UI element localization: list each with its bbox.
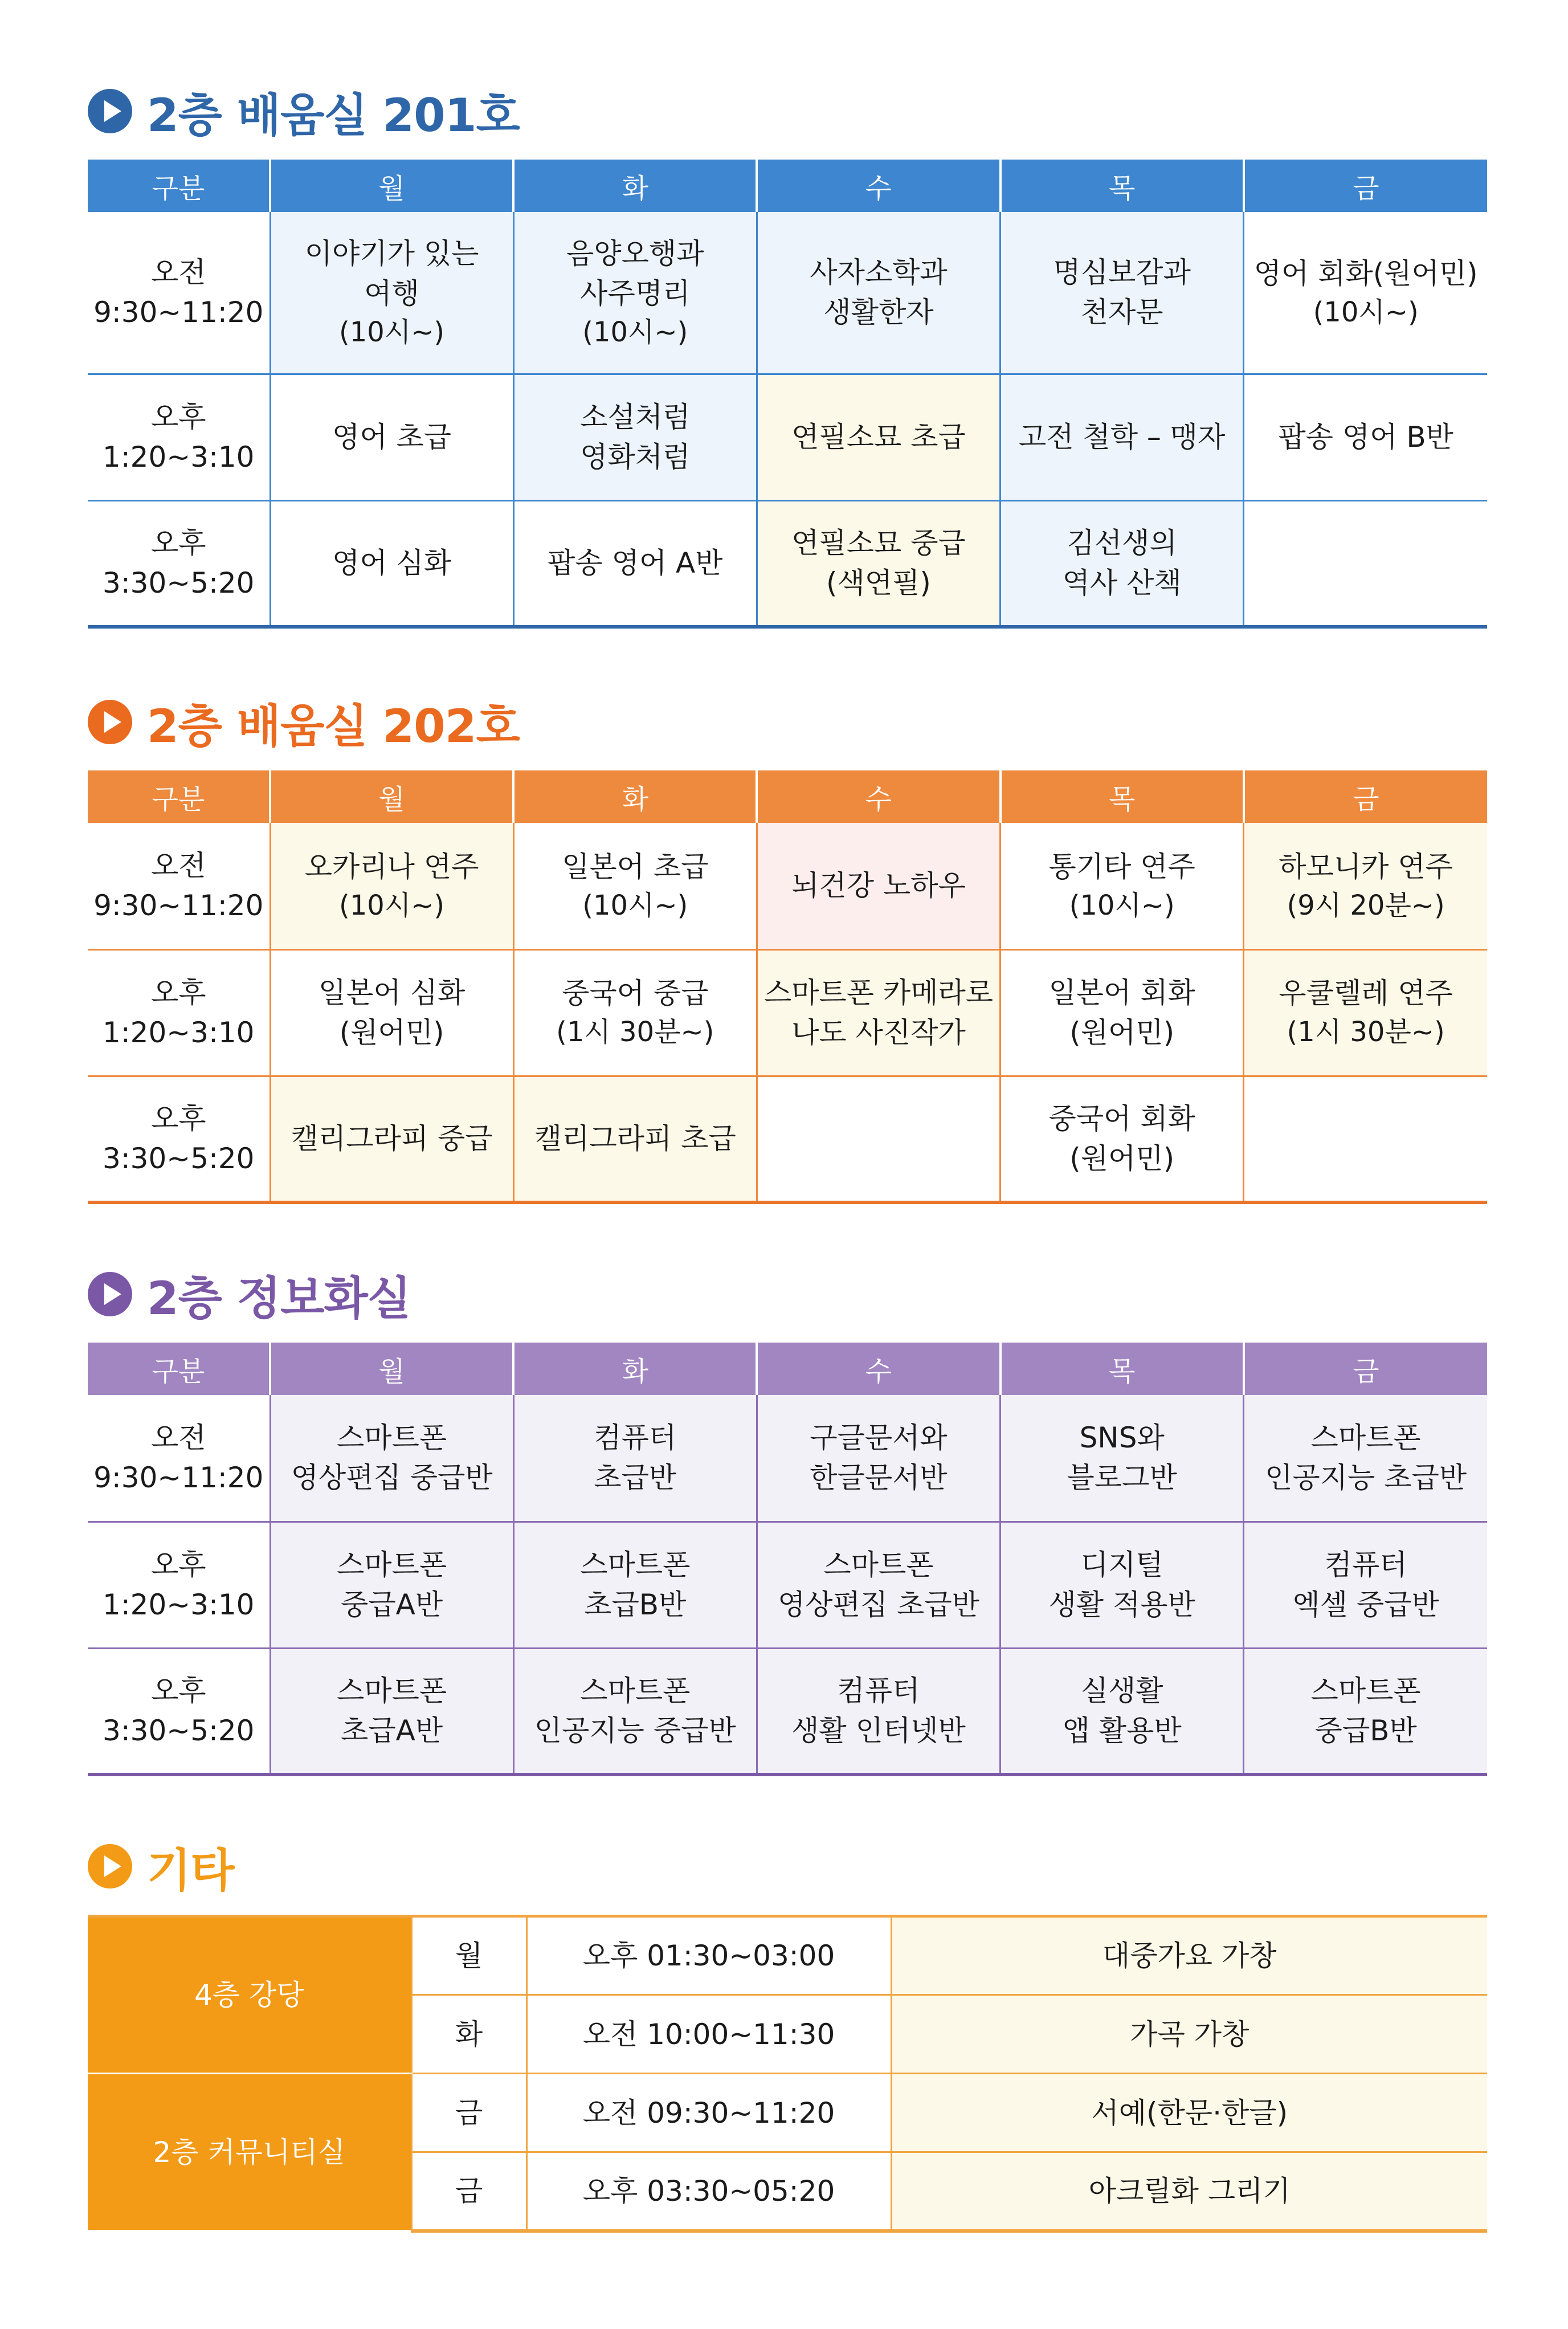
class-name: 스마트폰 [336, 1548, 447, 1581]
play-icon [88, 700, 132, 744]
class-name: 생활 인터넷반 [791, 1714, 966, 1748]
class-name: 구글문서와 [810, 1421, 948, 1455]
table-row [88, 823, 1487, 949]
class-name: 인공지능 중급반 [534, 1714, 736, 1748]
header-cell: 목 [1001, 1343, 1244, 1395]
class-name: 명심보감과 [1053, 256, 1191, 289]
time-cell: 오전 09:30~11:20 [526, 2074, 891, 2152]
schedule-table-202 [88, 770, 1487, 1204]
class-cell [513, 212, 757, 374]
class-note: (10시~) [1313, 296, 1419, 328]
class-name: SNS와 [1079, 1421, 1165, 1455]
time-label: 오후 [150, 527, 206, 560]
time-range: 1:20~3:10 [103, 440, 255, 474]
class-name: 중급A반 [341, 1588, 443, 1621]
class-name: 중국어 회화 [1048, 1102, 1195, 1136]
header-cell: 구분 [88, 770, 270, 823]
time-cell [88, 949, 270, 1076]
time-label: 오후 [150, 401, 206, 434]
class-note: (10시~) [582, 316, 688, 348]
class-name: 음양오행과 [566, 236, 704, 270]
time-range: 1:20~3:10 [103, 1588, 255, 1621]
time-label: 오후 [150, 976, 206, 1009]
class-cell [1244, 374, 1487, 500]
program-cell: 대중가요 가창 [891, 1916, 1487, 1995]
class-name: 나도 사진작가 [791, 1016, 966, 1049]
section-etc [88, 1835, 1487, 2233]
class-cell [1244, 212, 1487, 374]
class-note: (9시 20분~) [1287, 889, 1445, 921]
class-cell [1001, 1076, 1244, 1202]
header-cell: 구분 [88, 1343, 270, 1395]
class-name: 영상편집 중급반 [291, 1461, 493, 1495]
class-cell [270, 374, 513, 500]
table-row [88, 1076, 1487, 1202]
time-range: 9:30~11:20 [93, 1461, 264, 1495]
class-name: 일본어 심화 [318, 976, 466, 1009]
day-cell: 월 [411, 1916, 526, 1995]
table-header-row [88, 1343, 1487, 1395]
time-cell [88, 1522, 270, 1648]
header-cell: 구분 [88, 160, 270, 212]
class-name: 컴퓨터 [837, 1674, 920, 1708]
class-name: 영어 회화(원어민) [1253, 256, 1478, 290]
class-name: 컴퓨터 [1324, 1548, 1407, 1581]
section-title-row [88, 691, 1487, 753]
header-cell: 금 [1244, 1343, 1487, 1395]
class-cell [757, 949, 1000, 1076]
section-title: 2층 정보화실 [147, 1271, 411, 1325]
class-name: 하모니카 연주 [1279, 850, 1453, 883]
class-name: 통기타 연주 [1048, 850, 1195, 883]
program-cell: 가곡 가창 [891, 1995, 1487, 2074]
class-name: 스마트폰 [336, 1674, 447, 1708]
class-name: 인공지능 초급반 [1265, 1461, 1467, 1495]
class-cell [757, 1648, 1000, 1775]
class-cell [757, 212, 1000, 374]
class-name: 천자문 [1080, 296, 1163, 329]
class-note: (원어민) [1069, 1016, 1175, 1049]
play-icon [88, 1844, 132, 1889]
time-cell [88, 823, 270, 949]
section-room-202 [88, 691, 1487, 1204]
class-cell [757, 374, 1000, 500]
class-name: 연필소묘 중급 [791, 527, 966, 560]
class-cell [1001, 823, 1244, 949]
day-cell: 금 [411, 2074, 526, 2152]
class-cell [1244, 1395, 1487, 1522]
class-name: 팝송 영어 B반 [1278, 421, 1453, 454]
time-range: 9:30~11:20 [93, 889, 264, 923]
time-cell: 오후 03:30~05:20 [526, 2152, 891, 2231]
class-name: 컴퓨터 [594, 1421, 677, 1455]
place-cell: 4층 강당 [88, 1916, 411, 2074]
class-cell [757, 823, 1000, 949]
class-name: 초급A반 [341, 1714, 443, 1748]
class-name: 우쿨렐레 연주 [1279, 977, 1453, 1010]
class-name: 소설처럼 [580, 401, 691, 434]
class-cell [513, 500, 757, 627]
class-name: 일본어 회화 [1048, 976, 1195, 1009]
table-row [88, 500, 1487, 627]
time-label: 오후 [150, 1102, 206, 1136]
class-name: 스마트폰 [823, 1548, 934, 1581]
class-name: 블로그반 [1067, 1461, 1177, 1495]
header-cell: 화 [513, 160, 757, 212]
class-name: 오카리나 연주 [304, 850, 479, 883]
class-name: 실생활 [1080, 1674, 1163, 1708]
class-cell [270, 1648, 513, 1775]
table-header-row [88, 160, 1487, 212]
class-name: 스마트폰 [336, 1421, 447, 1455]
class-name: 초급B반 [584, 1588, 687, 1621]
class-note: (10시~) [339, 316, 445, 348]
time-range: 9:30~11:20 [93, 296, 264, 329]
class-name: 여행 [364, 276, 419, 310]
class-name: 중국어 중급 [562, 977, 709, 1010]
class-cell [513, 1395, 757, 1522]
table-row [88, 2074, 1487, 2152]
class-name: 스마트폰 [1310, 1421, 1421, 1455]
class-note: (10시~) [582, 889, 688, 921]
header-cell: 월 [270, 770, 513, 823]
class-note: (10시~) [1069, 889, 1175, 921]
day-cell: 화 [411, 1995, 526, 2074]
class-name: 스마트폰 [1310, 1674, 1421, 1708]
class-name: 사주명리 [580, 276, 691, 310]
class-cell [513, 1076, 757, 1202]
header-cell: 금 [1244, 770, 1487, 823]
class-name: 중급B반 [1314, 1714, 1417, 1748]
schedule-table-201 [88, 160, 1487, 629]
class-name: 영어 심화 [332, 546, 452, 580]
class-name: 캘리그라피 중급 [291, 1122, 493, 1156]
class-cell [513, 1522, 757, 1648]
class-name: 한글문서반 [810, 1461, 948, 1495]
header-cell: 금 [1244, 160, 1487, 212]
class-name: 뇌건강 노하우 [791, 869, 966, 903]
etc-table [88, 1915, 1487, 2233]
time-cell [88, 1076, 270, 1202]
time-cell: 오후 01:30~03:00 [526, 1916, 891, 1995]
class-name: (색연필) [826, 566, 931, 600]
class-cell [1001, 1522, 1244, 1648]
class-cell [1244, 1648, 1487, 1775]
program-cell: 아크릴화 그리기 [891, 2152, 1487, 2231]
class-note: (1시 30분~) [1287, 1016, 1445, 1049]
table-row [88, 212, 1487, 374]
time-cell [88, 212, 270, 374]
class-note: (원어민) [1069, 1142, 1175, 1176]
class-cell [270, 823, 513, 949]
class-name: 영어 초급 [332, 421, 452, 454]
place-cell: 2층 커뮤니티실 [88, 2074, 411, 2231]
header-cell: 화 [513, 1343, 757, 1395]
class-cell [270, 1395, 513, 1522]
class-cell [270, 212, 513, 374]
class-cell [513, 1648, 757, 1775]
class-name: 스마트폰 [580, 1548, 691, 1581]
class-cell [1001, 500, 1244, 627]
class-name: 고전 철학 – 맹자 [1018, 421, 1226, 454]
table-row [88, 1522, 1487, 1648]
class-cell [513, 823, 757, 949]
class-name: 디지털 [1080, 1548, 1163, 1581]
class-cell [1001, 374, 1244, 500]
header-cell: 목 [1001, 160, 1244, 212]
class-note: (원어민) [339, 1016, 444, 1049]
class-cell [1001, 949, 1244, 1076]
class-cell [513, 949, 757, 1076]
section-info-room [88, 1263, 1487, 1776]
table-row [88, 374, 1487, 500]
schedule-table-info [88, 1343, 1487, 1776]
time-range: 3:30~5:20 [103, 1714, 255, 1748]
table-row [88, 1916, 1487, 1995]
class-name: 스마트폰 [580, 1674, 691, 1708]
class-name: 일본어 초급 [562, 850, 709, 883]
class-cell-empty [757, 1076, 1000, 1202]
class-name: 연필소묘 초급 [791, 421, 966, 454]
class-name: 생활 적용반 [1048, 1588, 1195, 1621]
class-cell [1001, 212, 1244, 374]
class-name: 역사 산책 [1062, 566, 1182, 600]
time-range: 1:20~3:10 [103, 1016, 255, 1049]
class-cell [1244, 949, 1487, 1076]
table-header-row [88, 770, 1487, 823]
section-title-row [88, 80, 1487, 142]
class-cell-empty [1244, 500, 1487, 627]
play-icon [88, 89, 132, 133]
section-title: 2층 배움실 201호 [147, 88, 520, 142]
time-label: 오전 [150, 849, 206, 883]
class-name: 앱 활용반 [1062, 1714, 1182, 1748]
class-name: 생활한자 [823, 296, 934, 329]
class-name: 팝송 영어 A반 [548, 546, 723, 580]
day-cell: 금 [411, 2152, 526, 2231]
class-name: 스마트폰 카메라로 [763, 976, 994, 1009]
table-row [88, 1648, 1487, 1775]
class-note: (10시~) [339, 889, 445, 921]
time-cell [88, 500, 270, 627]
class-cell [1244, 1522, 1487, 1648]
header-cell: 수 [757, 1343, 1000, 1395]
time-label: 오후 [150, 1674, 206, 1708]
class-cell [757, 1522, 1000, 1648]
class-cell [757, 500, 1000, 627]
class-name: 엑셀 중급반 [1292, 1588, 1439, 1621]
class-cell [270, 949, 513, 1076]
class-cell [1001, 1648, 1244, 1775]
section-title: 기타 [147, 1843, 234, 1897]
class-cell [757, 1395, 1000, 1522]
play-icon [88, 1272, 132, 1316]
class-note: (1시 30분~) [556, 1016, 714, 1049]
time-range: 3:30~5:20 [103, 566, 255, 600]
class-name: 사자소학과 [810, 256, 948, 289]
section-title: 2층 배움실 202호 [147, 699, 520, 753]
time-cell [88, 374, 270, 500]
class-cell [270, 1076, 513, 1202]
program-cell: 서예(한문·한글) [891, 2074, 1487, 2152]
time-label: 오전 [150, 1421, 206, 1455]
section-title-row [88, 1835, 1487, 1898]
class-cell [1001, 1395, 1244, 1522]
class-cell-empty [1244, 1076, 1487, 1202]
header-cell: 화 [513, 770, 757, 823]
header-cell: 수 [757, 160, 1000, 212]
class-name: 이야기가 있는 [304, 236, 479, 270]
header-cell: 월 [270, 1343, 513, 1395]
header-cell: 월 [270, 160, 513, 212]
time-label: 오후 [150, 1548, 206, 1581]
class-cell [1244, 823, 1487, 949]
class-name: 김선생의 [1067, 527, 1177, 560]
class-name: 영화처럼 [580, 440, 691, 474]
time-label: 오전 [150, 256, 206, 289]
class-name: 캘리그라피 초급 [534, 1122, 736, 1156]
class-cell [270, 500, 513, 627]
section-room-201 [88, 80, 1487, 629]
table-row [88, 1395, 1487, 1522]
table-row [88, 949, 1487, 1076]
class-name: 초급반 [594, 1461, 677, 1495]
time-cell: 오전 10:00~11:30 [526, 1995, 891, 2074]
header-cell: 수 [757, 770, 1000, 823]
time-cell [88, 1395, 270, 1522]
time-cell [88, 1648, 270, 1775]
class-cell [513, 374, 757, 500]
section-title-row [88, 1263, 1487, 1325]
time-range: 3:30~5:20 [103, 1142, 255, 1176]
class-cell [270, 1522, 513, 1648]
header-cell: 목 [1001, 770, 1244, 823]
class-name: 영상편집 초급반 [777, 1588, 979, 1621]
